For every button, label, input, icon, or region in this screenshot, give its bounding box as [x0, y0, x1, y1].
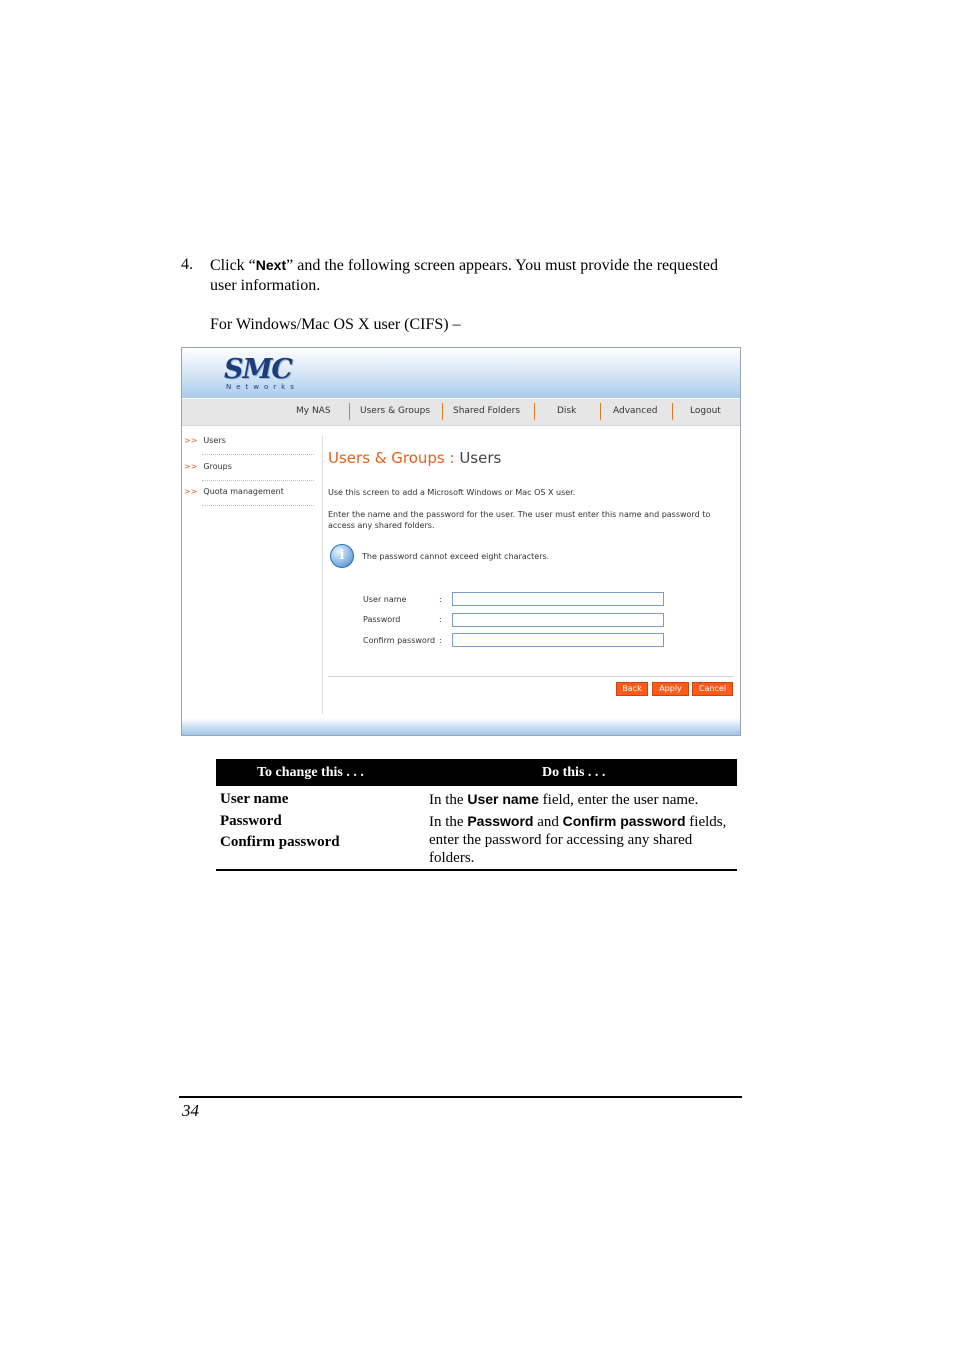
- step-number: 4.: [181, 256, 193, 273]
- table-bottom-rule: [216, 869, 737, 871]
- table-row-desc: In the User name field, enter the user name.: [429, 791, 699, 808]
- sidebar-divider: [202, 505, 314, 506]
- form-colon: :: [439, 615, 442, 624]
- apply-button[interactable]: Apply: [652, 682, 689, 696]
- sidebar-border: [322, 436, 323, 714]
- chevron-right-icon: >>: [184, 487, 198, 496]
- embedded-screenshot: SMC Networks My NAS Users & Groups Shared Folders Disk Advanced Logout >> Users >> Groups >> Quota management Users & Groups : Users Use this screen to add a Microsoft Windows or Mac OS X user. Enter the name and the password for the user. The user must enter this name and password to access any shared folders. i The password cannot exceed eight characters. User name : Password : Confirm password : Back Apply Cancel: [181, 347, 741, 736]
- menu-separator: [600, 403, 601, 420]
- password-label: Password: [363, 615, 401, 624]
- description-1: Use this screen to add a Microsoft Windows or Mac OS X user.: [328, 488, 576, 497]
- chevron-right-icon: >>: [184, 436, 198, 445]
- sidebar-item-groups[interactable]: >> Groups: [184, 462, 232, 471]
- table-row-item: User name: [220, 791, 289, 807]
- form-divider: [328, 676, 733, 677]
- menu-separator: [442, 403, 443, 420]
- sidebar-item-quota[interactable]: >> Quota management: [184, 487, 284, 496]
- menu-disk[interactable]: Disk: [557, 406, 577, 416]
- table-row-item: Confirm password: [220, 834, 340, 850]
- table-header-col2: Do this . . .: [542, 765, 606, 780]
- menu-my-nas[interactable]: My NAS: [296, 406, 331, 416]
- cancel-button[interactable]: Cancel: [692, 682, 733, 696]
- confirm-password-input[interactable]: [452, 633, 664, 647]
- form-colon: :: [439, 595, 442, 604]
- top-menu: [182, 399, 740, 426]
- page-number: 34: [182, 1101, 199, 1120]
- password-input[interactable]: [452, 613, 664, 627]
- form-colon: :: [439, 636, 442, 645]
- table-header-col1: To change this . . .: [257, 765, 364, 780]
- username-input[interactable]: [452, 592, 664, 606]
- header-banner: [182, 348, 740, 398]
- description-2: Enter the name and the password for the user. The user must enter this name and password to access any shared folders.: [328, 510, 711, 530]
- menu-advanced[interactable]: Advanced: [613, 406, 658, 416]
- step-keyword: Next: [255, 257, 287, 273]
- sidebar-divider: [202, 480, 314, 481]
- info-icon: i: [330, 544, 354, 568]
- menu-logout[interactable]: Logout: [690, 406, 721, 416]
- table-header: [216, 759, 737, 786]
- sidebar-divider: [202, 454, 314, 455]
- username-label: User name: [363, 595, 407, 604]
- menu-separator: [534, 403, 535, 420]
- smc-logo: SMC: [224, 354, 292, 385]
- sidebar-item-users[interactable]: >> Users: [184, 436, 226, 445]
- footer-band: [182, 718, 740, 735]
- table-row-desc: In the Password and Confirm password fields, enter the password for accessing any shared folders.: [429, 813, 727, 866]
- page-title: Users & Groups : Users: [328, 449, 502, 467]
- menu-users-groups[interactable]: Users & Groups: [360, 406, 431, 416]
- subheading: For Windows/Mac OS X user (CIFS) –: [210, 316, 461, 333]
- menu-separator: [672, 403, 673, 420]
- menu-shared-folders[interactable]: Shared Folders: [453, 406, 521, 416]
- back-button[interactable]: Back: [616, 682, 648, 696]
- menu-separator: [349, 403, 350, 420]
- footer-rule: [179, 1096, 742, 1098]
- table-row-item: Password: [220, 813, 282, 829]
- chevron-right-icon: >>: [184, 462, 198, 471]
- confirm-password-label: Confirm password: [363, 636, 436, 645]
- logo-subtitle: Networks: [226, 383, 299, 391]
- step-text: Click “Next” and the following screen appears. You must provide the requested user information.: [210, 257, 719, 294]
